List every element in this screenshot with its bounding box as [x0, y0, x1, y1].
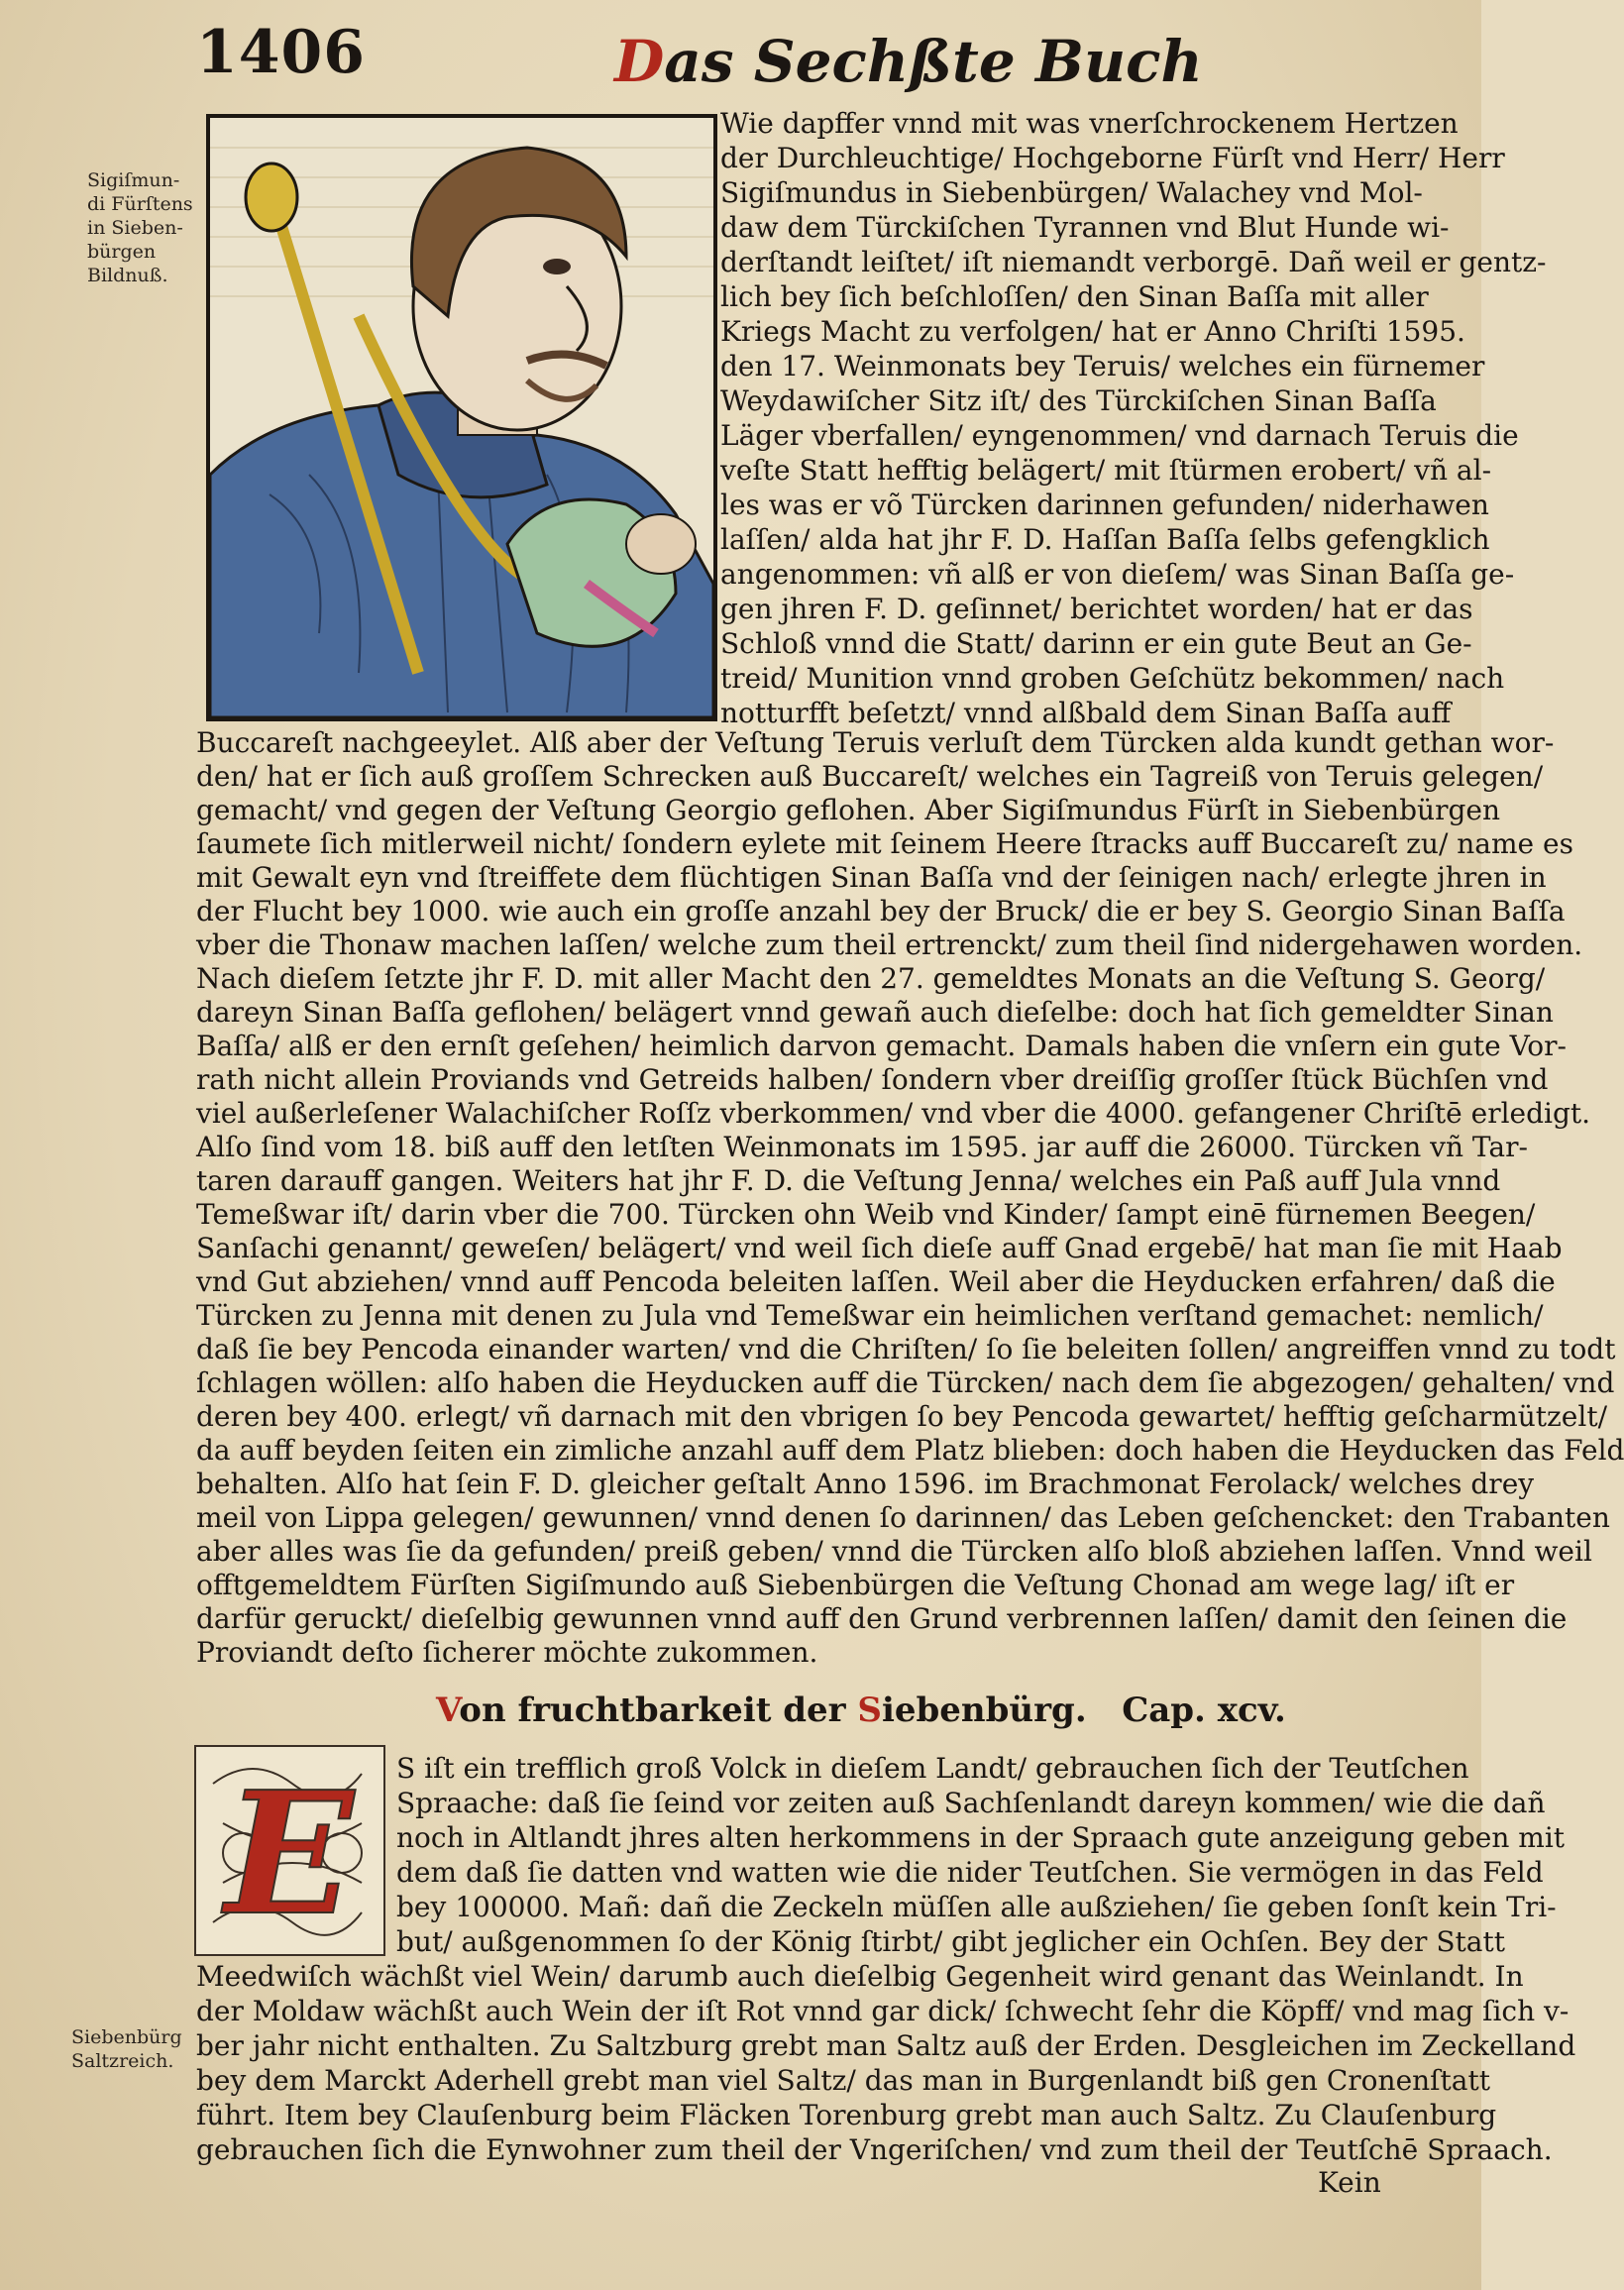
- text-line: ſaumete ſich mitlerweil nicht/ ſondern eylete mit ſeinem Heere ſtracks auff Buccareſt zu/ name es: [196, 827, 1573, 860]
- text-line: den 17. Weinmonats bey Teruis/ welches ein fürnemer: [720, 350, 1485, 382]
- text-line: Sigiſmundus in Siebenbürgen/ Walachey vnd Mol-: [720, 176, 1423, 209]
- text-line: Sanſachi genannt/ geweſen/ belägert/ vnd weil ſich dieſe auff Gnad ergebē/ hat man ſie mit Haab: [196, 1232, 1563, 1264]
- initial-letter: E: [225, 1755, 354, 1953]
- chapter-heading: [436, 1690, 1286, 1730]
- text-line: noch in Altlandt jhres alten herkommens in der Spraach gute anzeigung geben mit: [396, 1821, 1566, 1854]
- text-line: Kriegs Macht zu verfolgen/ hat er Anno Chriſti 1595.: [720, 315, 1465, 348]
- text-line: ber jahr nicht enthalten. Zu Saltzburg grebt man Saltz auß der Erden. Desgleichen im Zeckelland: [196, 2029, 1576, 2062]
- text-line: ſchlagen wöllen: alſo haben die Heyducken auff die Türcken/ nach dem ſie abgezogen/ gehalten/ vnd: [196, 1366, 1615, 1399]
- chapter-heading-text: on fruchtbarkeit der: [459, 1690, 858, 1730]
- text-line: Spraache: daß ſie ſeind vor zeiten auß Sachſenlandt dareyn kommen/ wie die dañ: [396, 1787, 1546, 1819]
- text-line: meil von Lippa gelegen/ gewunnen/ vnnd denen ſo darinnen/ das Leben geſchencket: den Trabanten: [196, 1501, 1610, 1534]
- text-line: taren darauff gangen. Weiters hat jhr F. D. die Veſtung Jenna/ welches ein Paß auff Jula vnnd: [196, 1164, 1501, 1197]
- text-line: vber die Thonaw machen laſſen/ welche zum theil ertrenckt/ zum theil ſind nidergehawen worden.: [196, 928, 1583, 961]
- text-line: der Flucht bey 1000. wie auch ein groſſe anzahl bey der Bruck/ die er bey S. Georgio Sinan Baſſa: [196, 895, 1566, 927]
- text-line: darfür geruckt/ dieſelbig gewunnen vnnd auff den Grund verbrennen laſſen/ damit den ſeinen die: [196, 1602, 1568, 1635]
- text-line: derſtandt leiſtet/ iſt niemandt verborgē. Dañ weil er gentz-: [720, 246, 1547, 278]
- margin-note-portrait: Sigiſmun- di Fürſtens in Sieben- bürgen Bildnuß.: [87, 169, 193, 286]
- text-line: Nach dieſem ſetzte jhr F. D. mit aller Macht den 27. gemeldtes Monats an die Veſtung S. Georg/: [196, 962, 1546, 995]
- text-line: dem daß ſie datten vnd watten wie die nider Teutſchen. Sie vermögen in das Feld: [396, 1856, 1544, 1889]
- text-line: daw dem Türckiſchen Tyrannen vnd Blut Hunde wi-: [720, 211, 1450, 244]
- text-line: der Durchleuchtige/ Hochgeborne Fürſt vnd Herr/ Herr: [720, 142, 1505, 174]
- text-line: Meedwiſch wächßt viel Wein/ darumb auch dieſelbig Gegenheit wird genant das Weinlandt. In: [196, 1960, 1524, 1993]
- header-text: as Sechßte Buch: [664, 28, 1203, 95]
- text-line: dareyn Sinan Baſſa geflohen/ belägert vnnd gewañ auch dieſelbe: doch hat ſich gemeldter Sinan: [196, 996, 1554, 1029]
- text-line: offtgemeldtem Fürſten Sigiſmundo auß Siebenbürgen die Veſtung Chonad am wege lag/ iſt er: [196, 1569, 1515, 1601]
- chapter-heading-initial-v: V: [436, 1690, 460, 1730]
- text-line: but/ außgenommen ſo der König ſtirbt/ gibt jeglicher ein Ochſen. Bey der Statt: [396, 1925, 1505, 1958]
- text-line: Alſo ſind vom 18. biß auff den letſten Weinmonats im 1595. jar auff die 26000. Türcken vñ Tar-: [196, 1131, 1528, 1163]
- portrait-woodcut: [206, 114, 717, 721]
- text-line: der Moldaw wächßt auch Wein der iſt Rot vnnd gar dick/ ſchwecht ſehr die Köpff/ vnd mag ſich v-: [196, 1995, 1570, 2027]
- text-line: Türcken zu Jenna mit denen zu Jula vnd Temeßwar ein heimlichen verſtand gemachet: nemlich/: [196, 1299, 1544, 1332]
- text-line: les was er võ Türcken darinnen gefunden/ niderhawen: [720, 489, 1489, 521]
- header-initial: D: [614, 28, 665, 95]
- decorated-initial: [193, 1744, 386, 1957]
- margin-note-salt: Siebenbürg Saltzreich.: [71, 2026, 182, 2072]
- text-line: Schloß vnnd die Statt/ darinn er ein gute Beut an Ge-: [720, 627, 1472, 660]
- chapter-heading-text-2: iebenbürg.: [881, 1690, 1087, 1730]
- text-line: Baſſa/ alß er den ernſt geſehen/ heimlich darvon gemacht. Damals haben die vnſern ein gute Vor-: [196, 1030, 1567, 1062]
- text-line: vnd Gut abziehen/ vnnd auff Pencoda beleiten laſſen. Weil aber die Heyducken erfahren/ daß die: [196, 1265, 1556, 1298]
- text-line: Temeßwar iſt/ darin vber die 700. Türcken ohn Weib vnd Kinder/ ſampt einē fürnemen Beegen/: [196, 1198, 1536, 1231]
- text-line: behalten. Alſo hat ſein F. D. gleicher geſtalt Anno 1596. im Brachmonat Ferolack/ welches drey: [196, 1468, 1535, 1500]
- text-line: gemacht/ vnd gegen der Veſtung Georgio geflohen. Aber Sigiſmundus Fürſt in Siebenbürgen: [196, 794, 1500, 826]
- text-line: daß ſie bey Pencoda einander warten/ vnd die Chriſten/ ſo ſie beleiten ſollen/ angreiffen vnnd zu todt: [196, 1333, 1616, 1365]
- portrait-illustration: [210, 118, 713, 717]
- text-line: Wie dapffer vnnd mit was vnerſchrockenem Hertzen: [720, 107, 1459, 140]
- text-line: da auff beyden ſeiten ein zimliche anzahl auff dem Platz blieben: doch haben die Heyducken das Feld: [196, 1434, 1624, 1467]
- text-line: rath nicht allein Proviands vnd Getreids halben/ ſondern vber dreiſſig groſſer ſtück Büchſen vnd: [196, 1063, 1549, 1096]
- text-line: den/ hat er ſich auß groſſem Schrecken auß Buccareſt/ welches ein Tagreiß von Teruis gelegen/: [196, 760, 1544, 793]
- catchword: Kein: [1318, 2166, 1381, 2199]
- text-line: mit Gewalt eyn vnd ſtreiffete dem flüchtigen Sinan Baſſa vnd der ſeinigen nach/ erlegte jhren in: [196, 861, 1547, 894]
- chapter-number: Cap. xcv.: [1122, 1690, 1286, 1730]
- text-line: aber alles was ſie da gefunden/ preiß geben/ vnnd die Türcken alſo bloß abziehen laſſen. Vnnd weil: [196, 1535, 1592, 1568]
- text-line: führt. Item bey Clauſenburg beim Fläcken Torenburg grebt man auch Saltz. Zu Clauſenburg: [196, 2099, 1497, 2131]
- running-header: [614, 28, 1203, 95]
- text-line: bey dem Marckt Aderhell grebt man viel Saltz/ das man in Burgenlandt biß gen Cronenſtatt: [196, 2064, 1490, 2097]
- text-line: gebrauchen ſich die Eynwohner zum theil der Vngeriſchen/ vnd zum theil der Teutſchē Spraach.: [196, 2133, 1553, 2166]
- chapter-heading-initial-s: S: [857, 1690, 882, 1730]
- text-line: notturfft beſetzt/ vnnd alßbald dem Sinan Baſſa auff: [720, 697, 1452, 729]
- text-line: lich bey ſich beſchloſſen/ den Sinan Baſſa mit aller: [720, 280, 1429, 313]
- text-line: deren bey 400. erlegt/ vñ darnach mit den vbrigen ſo bey Pencoda gewartet/ hefftig geſcharmützelt/: [196, 1400, 1608, 1433]
- text-line: veſte Statt hefftig belägert/ mit ſtürmen erobert/ vñ al-: [720, 454, 1492, 487]
- text-line: Läger vberfallen/ eyngenommen/ vnd darnach Teruis die: [720, 419, 1519, 452]
- text-line: Weydawiſcher Sitz iſt/ des Türckiſchen Sinan Baſſa: [720, 384, 1437, 417]
- decorated-initial-art: [193, 1744, 386, 1957]
- text-line: treid/ Munition vnnd groben Geſchütz bekommen/ nach: [720, 662, 1505, 695]
- text-line: bey 100000. Mañ: dañ die Zeckeln müſſen alle außziehen/ ſie geben ſonſt kein Tri-: [396, 1891, 1557, 1923]
- text-line: Proviandt deſto ſicherer möchte zukommen.: [196, 1636, 818, 1669]
- text-line: Buccareſt nachgeeylet. Alß aber der Veſtung Teruis verluſt dem Türcken alda kundt gethan wor-: [196, 726, 1555, 759]
- text-line: gen jhren F. D. geſinnet/ berichtet worden/ hat er das: [720, 593, 1473, 625]
- text-line: laſſen/ alda hat jhr F. D. Haſſan Baſſa ſelbs gefengklich: [720, 523, 1490, 556]
- text-line: S iſt ein trefflich groß Volck in dieſem Landt/ gebrauchen ſich der Teutſchen: [396, 1752, 1469, 1785]
- page-number: 1406: [196, 18, 366, 87]
- text-line: viel außerleſener Walachiſcher Roſſz vberkommen/ vnd vber die 4000. gefangener Chriſtē erledigt.: [196, 1097, 1591, 1130]
- text-line: angenommen: vñ alß er von dieſem/ was Sinan Baſſa ge-: [720, 558, 1515, 591]
